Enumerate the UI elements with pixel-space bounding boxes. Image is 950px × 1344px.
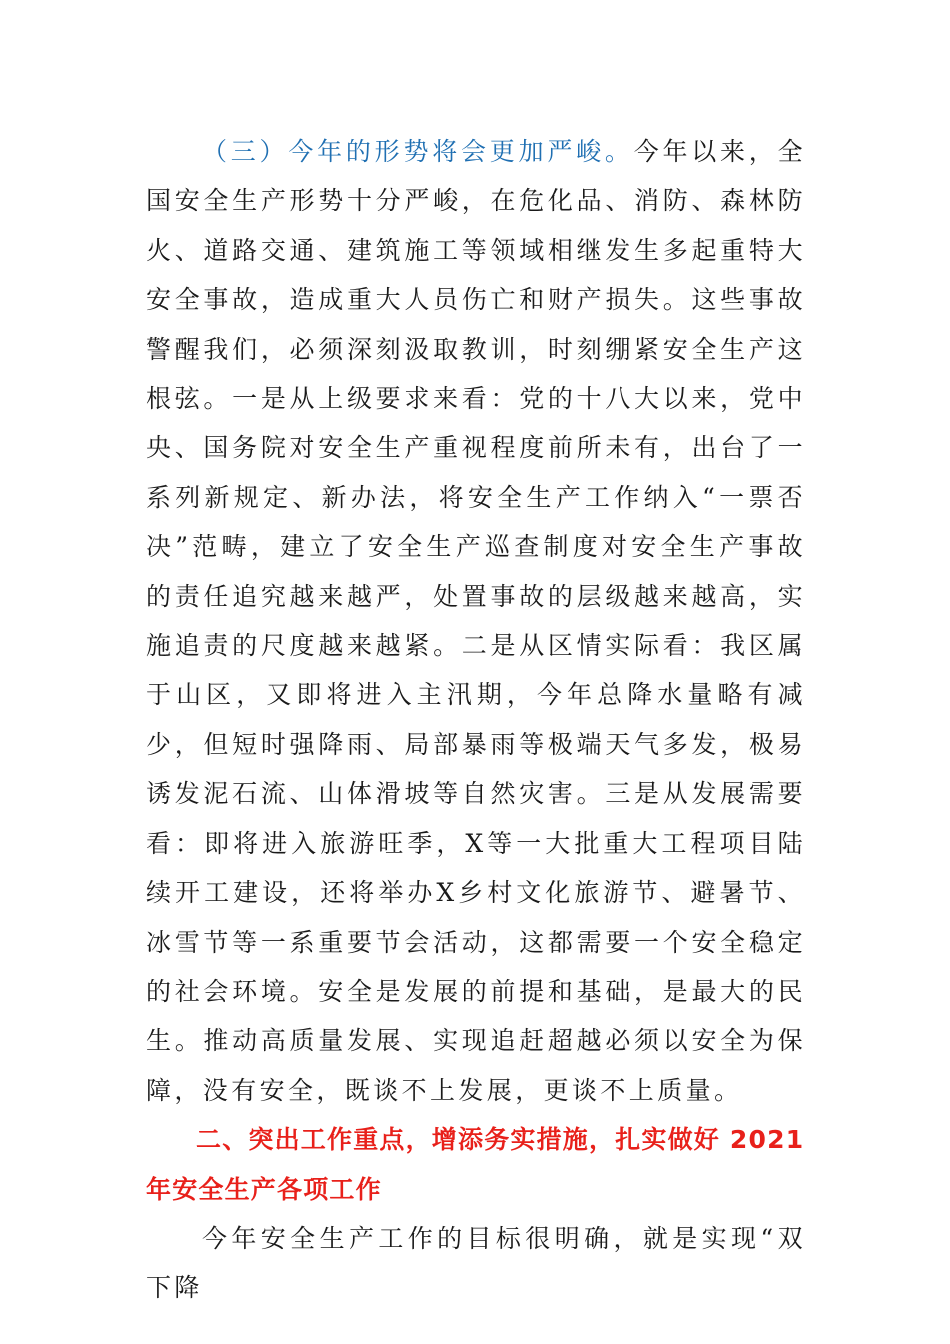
subheading-situation: （三）今年的形势将会更加严峻。 bbox=[202, 137, 634, 166]
paragraph-goal: 今年安全生产工作的目标很明确，就是实现“双下降 bbox=[146, 1223, 806, 1303]
section-heading: 二、突出工作重点，增添务实措施，扎实做好 2021 年安全生产各项工作 bbox=[146, 1125, 805, 1204]
paragraph-situation-text: 今年以来，全国安全生产形势十分严峻，在危化品、消防、森林防火、道路交通、建筑施工等领域相继发生多起重特大安全事故，造成重大人员伤亡和财产损失。这些事故警醒我们，必须深刻汲取教训，时刻绷紧安全生产这根弦。一是从上级要求来看：党的十八大以来，党中央、国务院对安全生产重视程度前所未有，出台了一系列新规定、新办法，将安全生产工作纳入“一票否决”范畴，建立了安全生产巡查制度对安全生产事故的责任追究越来越严，处置事故的层级越来越高，实施追责的尺度越来越紧。二是从区情实际看：我区属于山区，又即将进入主汛期，今年总降水量略有减少，但短时强降雨、局部暴雨等极端天气多发，极易诱发泥石流、山体滑坡等自然灾害。三是从发展需要看：即将进入旅游旺季，X等一大批重大工程项目陆续开工建设，还将举办X乡村文化旅游节、避暑节、冰雪节等一系重要节会活动，这都需要一个安全稳定的社会环境。安全是发展的前提和基础，是最大的民生。推动高质量发展、实现追赶超越必须以安全为保障，没有安全，既谈不上发展，更谈不上质量。 bbox=[146, 137, 806, 1105]
document-body bbox=[146, 127, 806, 1313]
paragraph-situation bbox=[146, 127, 806, 1115]
